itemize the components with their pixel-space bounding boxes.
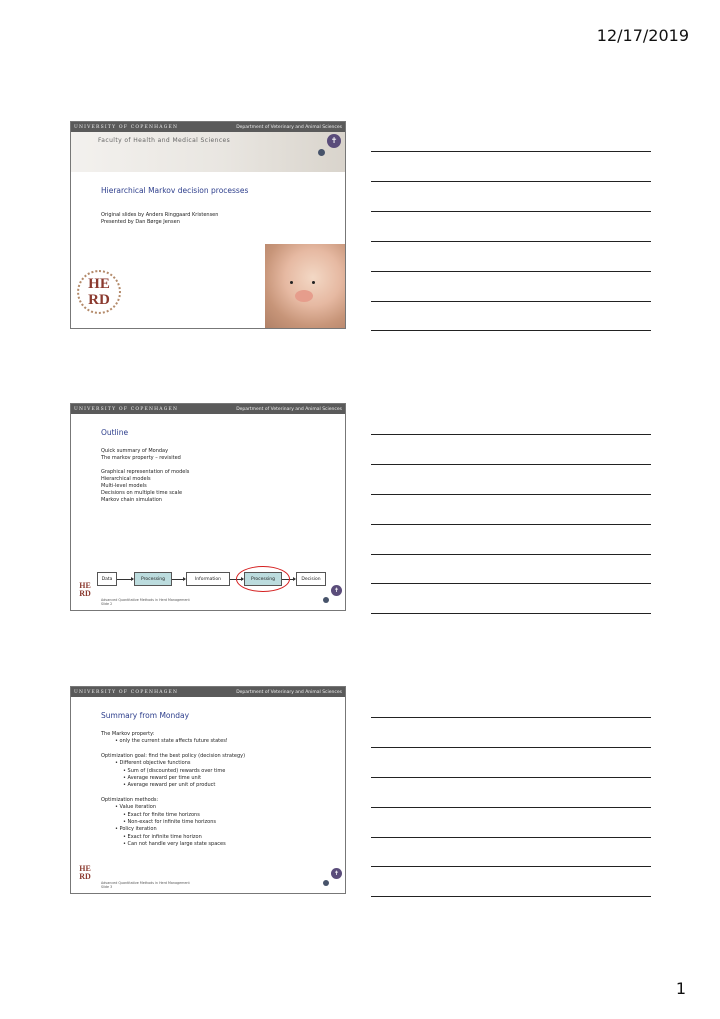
slide-title: Summary from Monday bbox=[101, 711, 190, 720]
note-line bbox=[371, 777, 651, 778]
course-name: Advanced Quantitative Methods in Herd Management bbox=[101, 598, 190, 602]
slide-title: Outline bbox=[101, 428, 129, 437]
credit-line: Presented by Dan Børge Jensen bbox=[101, 219, 180, 225]
summary-line: • Average reward per time unit bbox=[123, 775, 202, 782]
summary-line: The Markov property: bbox=[101, 731, 155, 737]
pig-eye bbox=[290, 281, 293, 284]
summary-list bbox=[101, 731, 245, 849]
summary-line: • Sum of (discounted) rewards over time bbox=[123, 767, 226, 774]
university-header bbox=[71, 404, 345, 414]
note-line bbox=[371, 837, 651, 838]
flow-box-data: Data bbox=[97, 572, 117, 586]
process-flow-diagram bbox=[97, 570, 341, 588]
note-line bbox=[371, 866, 651, 867]
slide-title: Hierarchical Markov decision processes bbox=[101, 186, 249, 195]
summary-line: • Different objective functions bbox=[115, 760, 191, 767]
note-line bbox=[371, 524, 651, 525]
note-line bbox=[371, 807, 651, 808]
highlight-circle bbox=[236, 566, 290, 592]
flow-box-processing: Processing bbox=[134, 572, 172, 586]
flow-box-information: Information bbox=[186, 572, 230, 586]
note-line bbox=[371, 151, 651, 152]
decorative-dot-icon bbox=[323, 597, 329, 603]
department-name: Department of Veterinary and Animal Sciences bbox=[236, 689, 342, 695]
pig-eye bbox=[312, 281, 315, 284]
note-line bbox=[371, 896, 651, 897]
note-line bbox=[371, 181, 651, 182]
flow-box-decision: Decision bbox=[296, 572, 326, 586]
slide-number: Slide 2 bbox=[101, 602, 113, 607]
note-line bbox=[371, 211, 651, 212]
outline-item: Graphical representation of models bbox=[101, 469, 190, 475]
department-name: Department of Veterinary and Animal Sciences bbox=[236, 406, 342, 412]
decorative-dot-icon bbox=[318, 149, 325, 156]
outline-item: Hierarchical models bbox=[101, 476, 151, 482]
outline-item: Multi-level models bbox=[101, 483, 147, 489]
flow-box-processing-highlighted: Processing bbox=[244, 572, 282, 586]
note-line bbox=[371, 747, 651, 748]
university-seal-icon: ✝ bbox=[331, 868, 342, 879]
slide-number: Slide 3 bbox=[101, 885, 113, 890]
university-header bbox=[71, 122, 345, 132]
university-name: UNIVERSITY OF COPENHAGEN bbox=[74, 124, 179, 130]
note-line bbox=[371, 613, 651, 614]
summary-line: • Policy iteration bbox=[115, 826, 157, 833]
slide-credits bbox=[101, 212, 218, 226]
note-line bbox=[371, 271, 651, 272]
university-seal-icon: ✝ bbox=[331, 585, 342, 596]
summary-line: • Exact for infinite time horizon bbox=[123, 833, 202, 840]
university-name: UNIVERSITY OF COPENHAGEN bbox=[74, 406, 179, 412]
note-line bbox=[371, 583, 651, 584]
university-seal-icon: ✝ bbox=[327, 134, 341, 148]
summary-line: Optimization methods: bbox=[101, 796, 159, 803]
faculty-name: Faculty of Health and Medical Sciences bbox=[98, 137, 231, 144]
department-name: Department of Veterinary and Animal Sciences bbox=[236, 124, 342, 130]
outline-list bbox=[101, 448, 189, 504]
university-name: UNIVERSITY OF COPENHAGEN bbox=[74, 689, 179, 695]
outline-item: Markov chain simulation bbox=[101, 497, 162, 503]
outline-item: The markov property – revisited bbox=[101, 455, 181, 461]
credit-line: Original slides by Anders Ringgaard Kristensen bbox=[101, 212, 219, 218]
herd-logo: HE RD bbox=[79, 864, 91, 881]
pig-photo bbox=[265, 244, 345, 328]
outline-item: Quick summary of Monday bbox=[101, 448, 169, 454]
slide-1 bbox=[70, 121, 346, 329]
course-name: Advanced Quantitative Methods in Herd Management bbox=[101, 881, 190, 885]
slide-footer bbox=[101, 881, 190, 890]
herd-logo: HE RD bbox=[79, 581, 91, 598]
summary-line: • Can not handle very large state spaces bbox=[123, 841, 226, 848]
pig-snout bbox=[295, 290, 313, 302]
page-number: 1 bbox=[675, 979, 686, 998]
note-line bbox=[371, 464, 651, 465]
note-line bbox=[371, 434, 651, 435]
slide-footer bbox=[101, 598, 190, 607]
flow-arrow bbox=[172, 579, 185, 580]
note-line bbox=[371, 301, 651, 302]
note-line bbox=[371, 554, 651, 555]
summary-line: • only the current state affects future states! bbox=[115, 738, 228, 745]
decorative-dot-icon bbox=[323, 880, 329, 886]
outline-item: Decisions on multiple time scale bbox=[101, 490, 183, 496]
note-line bbox=[371, 241, 651, 242]
herd-logo: HE RD bbox=[77, 270, 121, 314]
note-line bbox=[371, 494, 651, 495]
summary-line: • Average reward per unit of product bbox=[123, 782, 216, 789]
note-line bbox=[371, 717, 651, 718]
summary-line: • Value iteration bbox=[115, 804, 156, 811]
summary-line: • Exact for finite time horizons bbox=[123, 811, 200, 818]
flow-arrow bbox=[117, 579, 133, 580]
slide-2 bbox=[70, 403, 346, 611]
note-line bbox=[371, 330, 651, 331]
summary-line: Optimization goal: find the best policy (decision strategy) bbox=[101, 752, 246, 759]
slide-3 bbox=[70, 686, 346, 894]
summary-line: • Non-exact for infinite time horizons bbox=[123, 819, 216, 826]
page-date: 12/17/2019 bbox=[596, 26, 689, 45]
university-header bbox=[71, 687, 345, 697]
